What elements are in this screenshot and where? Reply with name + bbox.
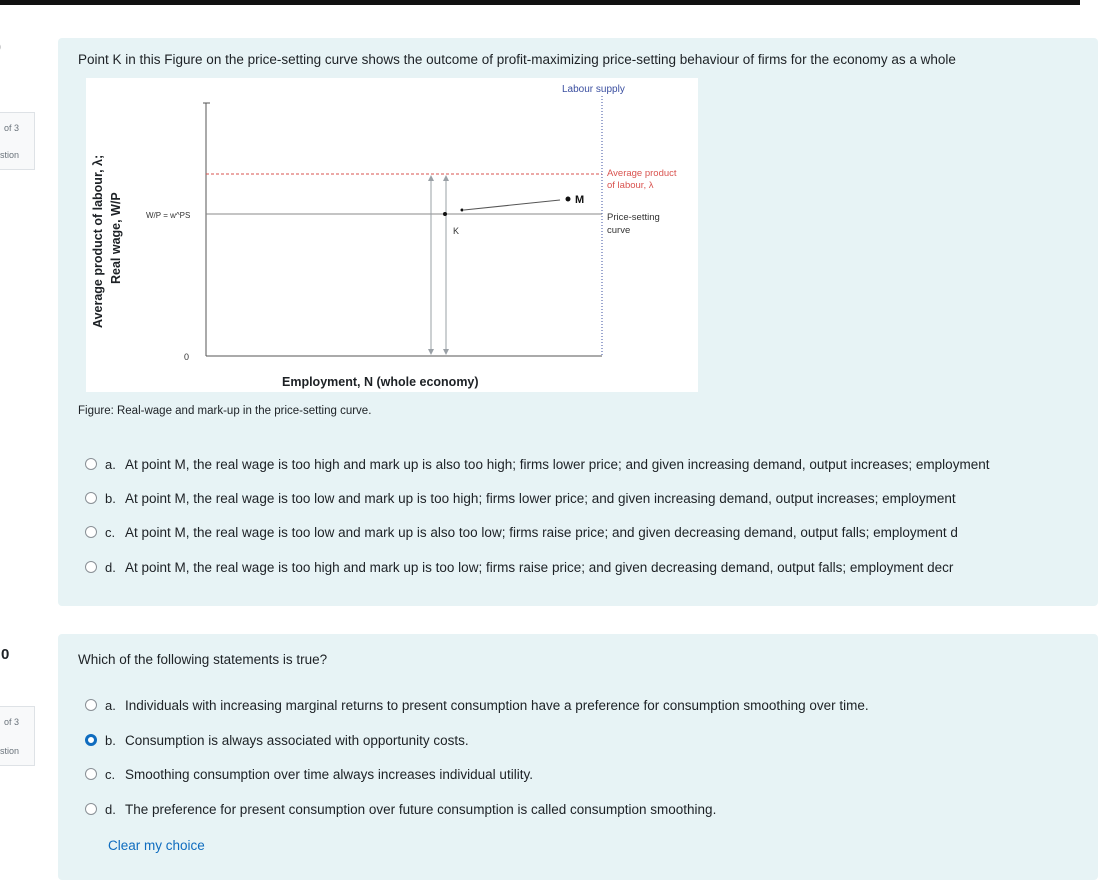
price-setting-label-1: Price-setting <box>607 212 660 223</box>
q1-option-b-text[interactable]: At point M, the real wage is too low and mark up is too high; firms lower price; and given increasing demand, output increases; employment <box>125 490 956 506</box>
q2-option-d[interactable] <box>85 798 716 820</box>
point-k-marker <box>443 212 447 216</box>
q2-option-d-letter: d. <box>105 801 116 817</box>
q2-option-b-radio[interactable] <box>85 734 97 746</box>
q1-option-d-letter: d. <box>105 559 116 575</box>
q1-option-b[interactable] <box>85 487 956 509</box>
q2-option-b[interactable] <box>85 729 469 751</box>
q2-option-a-letter: a. <box>105 697 116 713</box>
q2-option-c-text[interactable]: Smoothing consumption over time always increases individual utility. <box>125 766 533 782</box>
q1-question-text: Point K in this Figure on the price-setting curve shows the outcome of profit-maximizing price-setting behaviour of firms for the economy as a whole <box>78 52 956 67</box>
labour-supply-label: Labour supply <box>562 84 625 95</box>
q1-option-b-radio[interactable] <box>85 492 97 504</box>
q2-option-c[interactable] <box>85 763 533 785</box>
q2-option-a-radio[interactable] <box>85 699 97 711</box>
point-m-marker <box>566 197 571 202</box>
q1-option-b-letter: b. <box>105 490 116 506</box>
q1-flag-label[interactable]: stion <box>0 150 20 160</box>
q1-option-a-radio[interactable] <box>85 458 97 470</box>
wage-tick-label: W/P = w^PS <box>146 211 191 220</box>
clear-choice-link[interactable]: Clear my choice <box>108 838 205 853</box>
q2-option-b-text[interactable]: Consumption is always associated with opportunity costs. <box>125 732 469 748</box>
q1-info-state: of 3 <box>4 123 20 133</box>
q2-option-d-text[interactable]: The preference for present consumption over future consumption is called consumption smoothing. <box>125 801 717 817</box>
q2-flag-label[interactable]: stion <box>0 746 20 756</box>
q1-option-c[interactable] <box>85 521 958 543</box>
y-axis-title-2: Real wage, W/P <box>109 192 123 284</box>
q1-option-a-text[interactable]: At point M, the real wage is too high and mark up is also too high; firms lower price; and given increasing demand, output increases; employment <box>125 456 990 472</box>
q2-option-a-text[interactable]: Individuals with increasing marginal returns to present consumption have a preference for consumption smoothing over time. <box>125 697 869 713</box>
q2-option-d-radio[interactable] <box>85 803 97 815</box>
q1-option-a-letter: a. <box>105 456 116 472</box>
q1-option-c-text[interactable]: At point M, the real wage is too low and mark up is also too low; firms raise price; and given decreasing demand, output falls; employment d <box>125 524 958 540</box>
q2-option-c-radio[interactable] <box>85 768 97 780</box>
q2-option-c-letter: c. <box>105 766 116 782</box>
q2-info-box <box>0 706 35 766</box>
price-setting-label-2: curve <box>607 225 631 236</box>
q1-option-c-letter: c. <box>105 524 116 540</box>
figure-caption: Figure: Real-wage and mark-up in the price-setting curve. <box>78 405 372 417</box>
figure-diagram <box>86 78 698 392</box>
point-k-label: K <box>453 226 460 236</box>
q2-card <box>58 634 1098 880</box>
q2-info-state: of 3 <box>4 717 20 727</box>
point-m-label: M <box>575 194 585 206</box>
x-axis-title: Employment, N (whole economy) <box>282 375 479 389</box>
q1-option-d-radio[interactable] <box>85 561 97 573</box>
avg-product-label-1: Average product <box>607 168 677 179</box>
q1-option-a[interactable] <box>85 453 989 475</box>
zero-label: 0 <box>184 352 190 362</box>
q1-number <box>0 38 6 60</box>
top-bar <box>0 0 1080 5</box>
q1-option-d-text[interactable]: At point M, the real wage is too high and mark up is too low; firms raise price; and given decreasing demand, output falls; employment decr <box>125 559 954 575</box>
q2-option-a[interactable] <box>85 694 869 716</box>
q1-option-d[interactable] <box>85 556 953 578</box>
price-setting-figure <box>86 78 698 392</box>
q2-option-b-letter: b. <box>105 732 116 748</box>
avg-product-label-2: of labour, λ <box>607 180 654 191</box>
q1-option-c-radio[interactable] <box>85 526 97 538</box>
y-axis-title-1: Average product of labour, λ; <box>91 154 105 328</box>
q2-number: 0 <box>1 646 10 663</box>
q1-info-box <box>0 112 35 170</box>
q2-question-text: Which of the following statements is true? <box>78 652 328 667</box>
